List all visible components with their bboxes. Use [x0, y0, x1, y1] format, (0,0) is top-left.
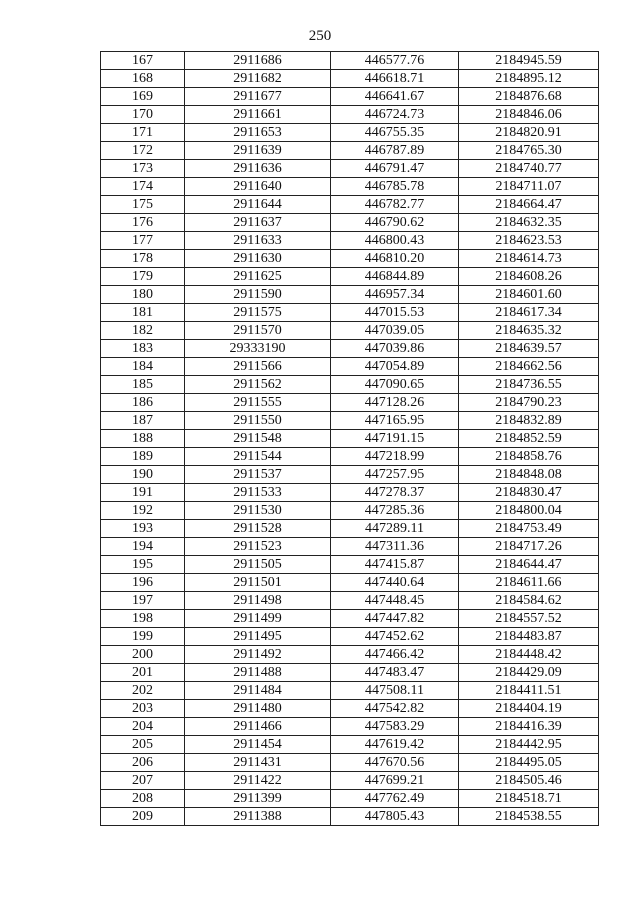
- table-row: [101, 646, 599, 664]
- table-row: [101, 394, 599, 412]
- point-number-cell: 191: [101, 484, 185, 502]
- x-coordinate-cell: 446618.71: [331, 70, 459, 88]
- x-coordinate-cell: 447452.62: [331, 628, 459, 646]
- point-id-cell: 2911661: [185, 106, 331, 124]
- table-row: [101, 124, 599, 142]
- point-id-cell: 2911566: [185, 358, 331, 376]
- y-coordinate-cell: 2184736.55: [459, 376, 599, 394]
- point-number-cell: 198: [101, 610, 185, 628]
- x-coordinate-cell: 447583.29: [331, 718, 459, 736]
- x-coordinate-cell: 447191.15: [331, 430, 459, 448]
- table-row: [101, 304, 599, 322]
- point-number-cell: 207: [101, 772, 185, 790]
- table-row: [101, 412, 599, 430]
- point-id-cell: 2911637: [185, 214, 331, 232]
- x-coordinate-cell: 446791.47: [331, 160, 459, 178]
- table-row: [101, 772, 599, 790]
- table-row: [101, 700, 599, 718]
- point-number-cell: 184: [101, 358, 185, 376]
- point-number-cell: 173: [101, 160, 185, 178]
- point-number-cell: 203: [101, 700, 185, 718]
- point-number-cell: 182: [101, 322, 185, 340]
- table-row: [101, 160, 599, 178]
- y-coordinate-cell: 2184611.66: [459, 574, 599, 592]
- y-coordinate-cell: 2184790.23: [459, 394, 599, 412]
- y-coordinate-cell: 2184584.62: [459, 592, 599, 610]
- point-id-cell: 2911570: [185, 322, 331, 340]
- y-coordinate-cell: 2184623.53: [459, 232, 599, 250]
- table-row: [101, 484, 599, 502]
- point-number-cell: 177: [101, 232, 185, 250]
- y-coordinate-cell: 2184820.91: [459, 124, 599, 142]
- y-coordinate-cell: 2184753.49: [459, 520, 599, 538]
- x-coordinate-cell: 447483.47: [331, 664, 459, 682]
- point-id-cell: 2911422: [185, 772, 331, 790]
- table-row: [101, 106, 599, 124]
- y-coordinate-cell: 2184717.26: [459, 538, 599, 556]
- point-number-cell: 187: [101, 412, 185, 430]
- point-number-cell: 196: [101, 574, 185, 592]
- y-coordinate-cell: 2184614.73: [459, 250, 599, 268]
- table-row: [101, 736, 599, 754]
- table-row: [101, 556, 599, 574]
- x-coordinate-cell: 446787.89: [331, 142, 459, 160]
- y-coordinate-cell: 2184635.32: [459, 322, 599, 340]
- point-number-cell: 195: [101, 556, 185, 574]
- y-coordinate-cell: 2184632.35: [459, 214, 599, 232]
- point-id-cell: 2911550: [185, 412, 331, 430]
- y-coordinate-cell: 2184411.51: [459, 682, 599, 700]
- point-id-cell: 2911499: [185, 610, 331, 628]
- y-coordinate-cell: 2184404.19: [459, 700, 599, 718]
- point-number-cell: 192: [101, 502, 185, 520]
- point-id-cell: 2911677: [185, 88, 331, 106]
- point-number-cell: 200: [101, 646, 185, 664]
- point-number-cell: 204: [101, 718, 185, 736]
- table-row: [101, 322, 599, 340]
- point-id-cell: 2911639: [185, 142, 331, 160]
- y-coordinate-cell: 2184858.76: [459, 448, 599, 466]
- point-number-cell: 205: [101, 736, 185, 754]
- page-number: 250: [308, 28, 332, 44]
- x-coordinate-cell: 447619.42: [331, 736, 459, 754]
- table-row: [101, 250, 599, 268]
- point-number-cell: 201: [101, 664, 185, 682]
- y-coordinate-cell: 2184765.30: [459, 142, 599, 160]
- x-coordinate-cell: 446724.73: [331, 106, 459, 124]
- y-coordinate-cell: 2184557.52: [459, 610, 599, 628]
- x-coordinate-cell: 447447.82: [331, 610, 459, 628]
- x-coordinate-cell: 447466.42: [331, 646, 459, 664]
- table-row: [101, 466, 599, 484]
- point-number-cell: 202: [101, 682, 185, 700]
- table-row: [101, 430, 599, 448]
- point-id-cell: 2911548: [185, 430, 331, 448]
- y-coordinate-cell: 2184448.42: [459, 646, 599, 664]
- table-row: [101, 628, 599, 646]
- table-row: [101, 754, 599, 772]
- x-coordinate-cell: 447311.36: [331, 538, 459, 556]
- x-coordinate-cell: 447278.37: [331, 484, 459, 502]
- point-number-cell: 183: [101, 340, 185, 358]
- y-coordinate-cell: 2184601.60: [459, 286, 599, 304]
- table-row: [101, 52, 599, 70]
- point-number-cell: 189: [101, 448, 185, 466]
- point-number-cell: 175: [101, 196, 185, 214]
- point-id-cell: 2911533: [185, 484, 331, 502]
- y-coordinate-cell: 2184852.59: [459, 430, 599, 448]
- point-id-cell: 2911630: [185, 250, 331, 268]
- point-number-cell: 209: [101, 808, 185, 826]
- point-id-cell: 2911488: [185, 664, 331, 682]
- point-id-cell: 2911454: [185, 736, 331, 754]
- point-number-cell: 208: [101, 790, 185, 808]
- x-coordinate-cell: 447039.05: [331, 322, 459, 340]
- point-number-cell: 169: [101, 88, 185, 106]
- x-coordinate-cell: 447039.86: [331, 340, 459, 358]
- x-coordinate-cell: 447257.95: [331, 466, 459, 484]
- x-coordinate-cell: 447699.21: [331, 772, 459, 790]
- table-row: [101, 790, 599, 808]
- point-id-cell: 2911636: [185, 160, 331, 178]
- x-coordinate-cell: 447762.49: [331, 790, 459, 808]
- table-row: [101, 268, 599, 286]
- point-id-cell: 2911653: [185, 124, 331, 142]
- point-id-cell: 2911498: [185, 592, 331, 610]
- table-row: [101, 376, 599, 394]
- point-id-cell: 2911555: [185, 394, 331, 412]
- y-coordinate-cell: 2184846.06: [459, 106, 599, 124]
- point-id-cell: 2911505: [185, 556, 331, 574]
- point-number-cell: 185: [101, 376, 185, 394]
- x-coordinate-cell: 447285.36: [331, 502, 459, 520]
- table-row: [101, 574, 599, 592]
- point-number-cell: 206: [101, 754, 185, 772]
- x-coordinate-cell: 447289.11: [331, 520, 459, 538]
- point-id-cell: 2911480: [185, 700, 331, 718]
- point-id-cell: 2911590: [185, 286, 331, 304]
- point-number-cell: 180: [101, 286, 185, 304]
- point-id-cell: 2911644: [185, 196, 331, 214]
- x-coordinate-cell: 446800.43: [331, 232, 459, 250]
- coordinates-table-body: [101, 52, 599, 826]
- x-coordinate-cell: 446641.67: [331, 88, 459, 106]
- y-coordinate-cell: 2184876.68: [459, 88, 599, 106]
- table-row: [101, 448, 599, 466]
- x-coordinate-cell: 446844.89: [331, 268, 459, 286]
- table-row: [101, 358, 599, 376]
- point-number-cell: 178: [101, 250, 185, 268]
- point-id-cell: 2911495: [185, 628, 331, 646]
- table-row: [101, 196, 599, 214]
- table-row: [101, 70, 599, 88]
- y-coordinate-cell: 2184442.95: [459, 736, 599, 754]
- point-id-cell: 2911523: [185, 538, 331, 556]
- y-coordinate-cell: 2184416.39: [459, 718, 599, 736]
- table-row: [101, 718, 599, 736]
- x-coordinate-cell: 446957.34: [331, 286, 459, 304]
- x-coordinate-cell: 446782.77: [331, 196, 459, 214]
- point-id-cell: 29333190: [185, 340, 331, 358]
- point-number-cell: 197: [101, 592, 185, 610]
- x-coordinate-cell: 447165.95: [331, 412, 459, 430]
- y-coordinate-cell: 2184617.34: [459, 304, 599, 322]
- point-id-cell: 2911399: [185, 790, 331, 808]
- x-coordinate-cell: 447440.64: [331, 574, 459, 592]
- x-coordinate-cell: 446577.76: [331, 52, 459, 70]
- table-row: [101, 88, 599, 106]
- x-coordinate-cell: 446810.20: [331, 250, 459, 268]
- table-row: [101, 232, 599, 250]
- x-coordinate-cell: 447448.45: [331, 592, 459, 610]
- table-row: [101, 286, 599, 304]
- y-coordinate-cell: 2184711.07: [459, 178, 599, 196]
- x-coordinate-cell: 447128.26: [331, 394, 459, 412]
- x-coordinate-cell: 447670.56: [331, 754, 459, 772]
- x-coordinate-cell: 447508.11: [331, 682, 459, 700]
- y-coordinate-cell: 2184483.87: [459, 628, 599, 646]
- point-id-cell: 2911537: [185, 466, 331, 484]
- point-number-cell: 167: [101, 52, 185, 70]
- point-id-cell: 2911431: [185, 754, 331, 772]
- table-row: [101, 592, 599, 610]
- y-coordinate-cell: 2184608.26: [459, 268, 599, 286]
- point-id-cell: 2911492: [185, 646, 331, 664]
- point-id-cell: 2911466: [185, 718, 331, 736]
- table-row: [101, 520, 599, 538]
- x-coordinate-cell: 447054.89: [331, 358, 459, 376]
- y-coordinate-cell: 2184538.55: [459, 808, 599, 826]
- point-id-cell: 2911388: [185, 808, 331, 826]
- table-row: [101, 214, 599, 232]
- point-number-cell: 171: [101, 124, 185, 142]
- point-id-cell: 2911686: [185, 52, 331, 70]
- y-coordinate-cell: 2184848.08: [459, 466, 599, 484]
- point-number-cell: 193: [101, 520, 185, 538]
- x-coordinate-cell: 446785.78: [331, 178, 459, 196]
- point-number-cell: 181: [101, 304, 185, 322]
- point-number-cell: 179: [101, 268, 185, 286]
- point-number-cell: 199: [101, 628, 185, 646]
- point-id-cell: 2911528: [185, 520, 331, 538]
- y-coordinate-cell: 2184895.12: [459, 70, 599, 88]
- table-row: [101, 682, 599, 700]
- table-row: [101, 664, 599, 682]
- x-coordinate-cell: 447542.82: [331, 700, 459, 718]
- y-coordinate-cell: 2184945.59: [459, 52, 599, 70]
- point-id-cell: 2911633: [185, 232, 331, 250]
- table-row: [101, 538, 599, 556]
- point-number-cell: 190: [101, 466, 185, 484]
- x-coordinate-cell: 447415.87: [331, 556, 459, 574]
- point-id-cell: 2911625: [185, 268, 331, 286]
- y-coordinate-cell: 2184429.09: [459, 664, 599, 682]
- point-id-cell: 2911484: [185, 682, 331, 700]
- table-row: [101, 142, 599, 160]
- x-coordinate-cell: 447015.53: [331, 304, 459, 322]
- point-id-cell: 2911530: [185, 502, 331, 520]
- table-row: [101, 808, 599, 826]
- table-row: [101, 340, 599, 358]
- y-coordinate-cell: 2184662.56: [459, 358, 599, 376]
- point-number-cell: 176: [101, 214, 185, 232]
- point-number-cell: 168: [101, 70, 185, 88]
- y-coordinate-cell: 2184830.47: [459, 484, 599, 502]
- table-row: [101, 178, 599, 196]
- x-coordinate-cell: 447090.65: [331, 376, 459, 394]
- x-coordinate-cell: 446755.35: [331, 124, 459, 142]
- coordinates-table: [100, 51, 599, 826]
- point-number-cell: 194: [101, 538, 185, 556]
- y-coordinate-cell: 2184505.46: [459, 772, 599, 790]
- point-id-cell: 2911682: [185, 70, 331, 88]
- point-id-cell: 2911640: [185, 178, 331, 196]
- x-coordinate-cell: 446790.62: [331, 214, 459, 232]
- point-id-cell: 2911544: [185, 448, 331, 466]
- point-number-cell: 174: [101, 178, 185, 196]
- x-coordinate-cell: 447218.99: [331, 448, 459, 466]
- x-coordinate-cell: 447805.43: [331, 808, 459, 826]
- y-coordinate-cell: 2184518.71: [459, 790, 599, 808]
- point-number-cell: 188: [101, 430, 185, 448]
- y-coordinate-cell: 2184495.05: [459, 754, 599, 772]
- point-id-cell: 2911501: [185, 574, 331, 592]
- y-coordinate-cell: 2184740.77: [459, 160, 599, 178]
- point-id-cell: 2911562: [185, 376, 331, 394]
- y-coordinate-cell: 2184644.47: [459, 556, 599, 574]
- point-id-cell: 2911575: [185, 304, 331, 322]
- point-number-cell: 170: [101, 106, 185, 124]
- table-row: [101, 610, 599, 628]
- y-coordinate-cell: 2184832.89: [459, 412, 599, 430]
- y-coordinate-cell: 2184664.47: [459, 196, 599, 214]
- point-number-cell: 186: [101, 394, 185, 412]
- point-number-cell: 172: [101, 142, 185, 160]
- table-row: [101, 502, 599, 520]
- y-coordinate-cell: 2184800.04: [459, 502, 599, 520]
- y-coordinate-cell: 2184639.57: [459, 340, 599, 358]
